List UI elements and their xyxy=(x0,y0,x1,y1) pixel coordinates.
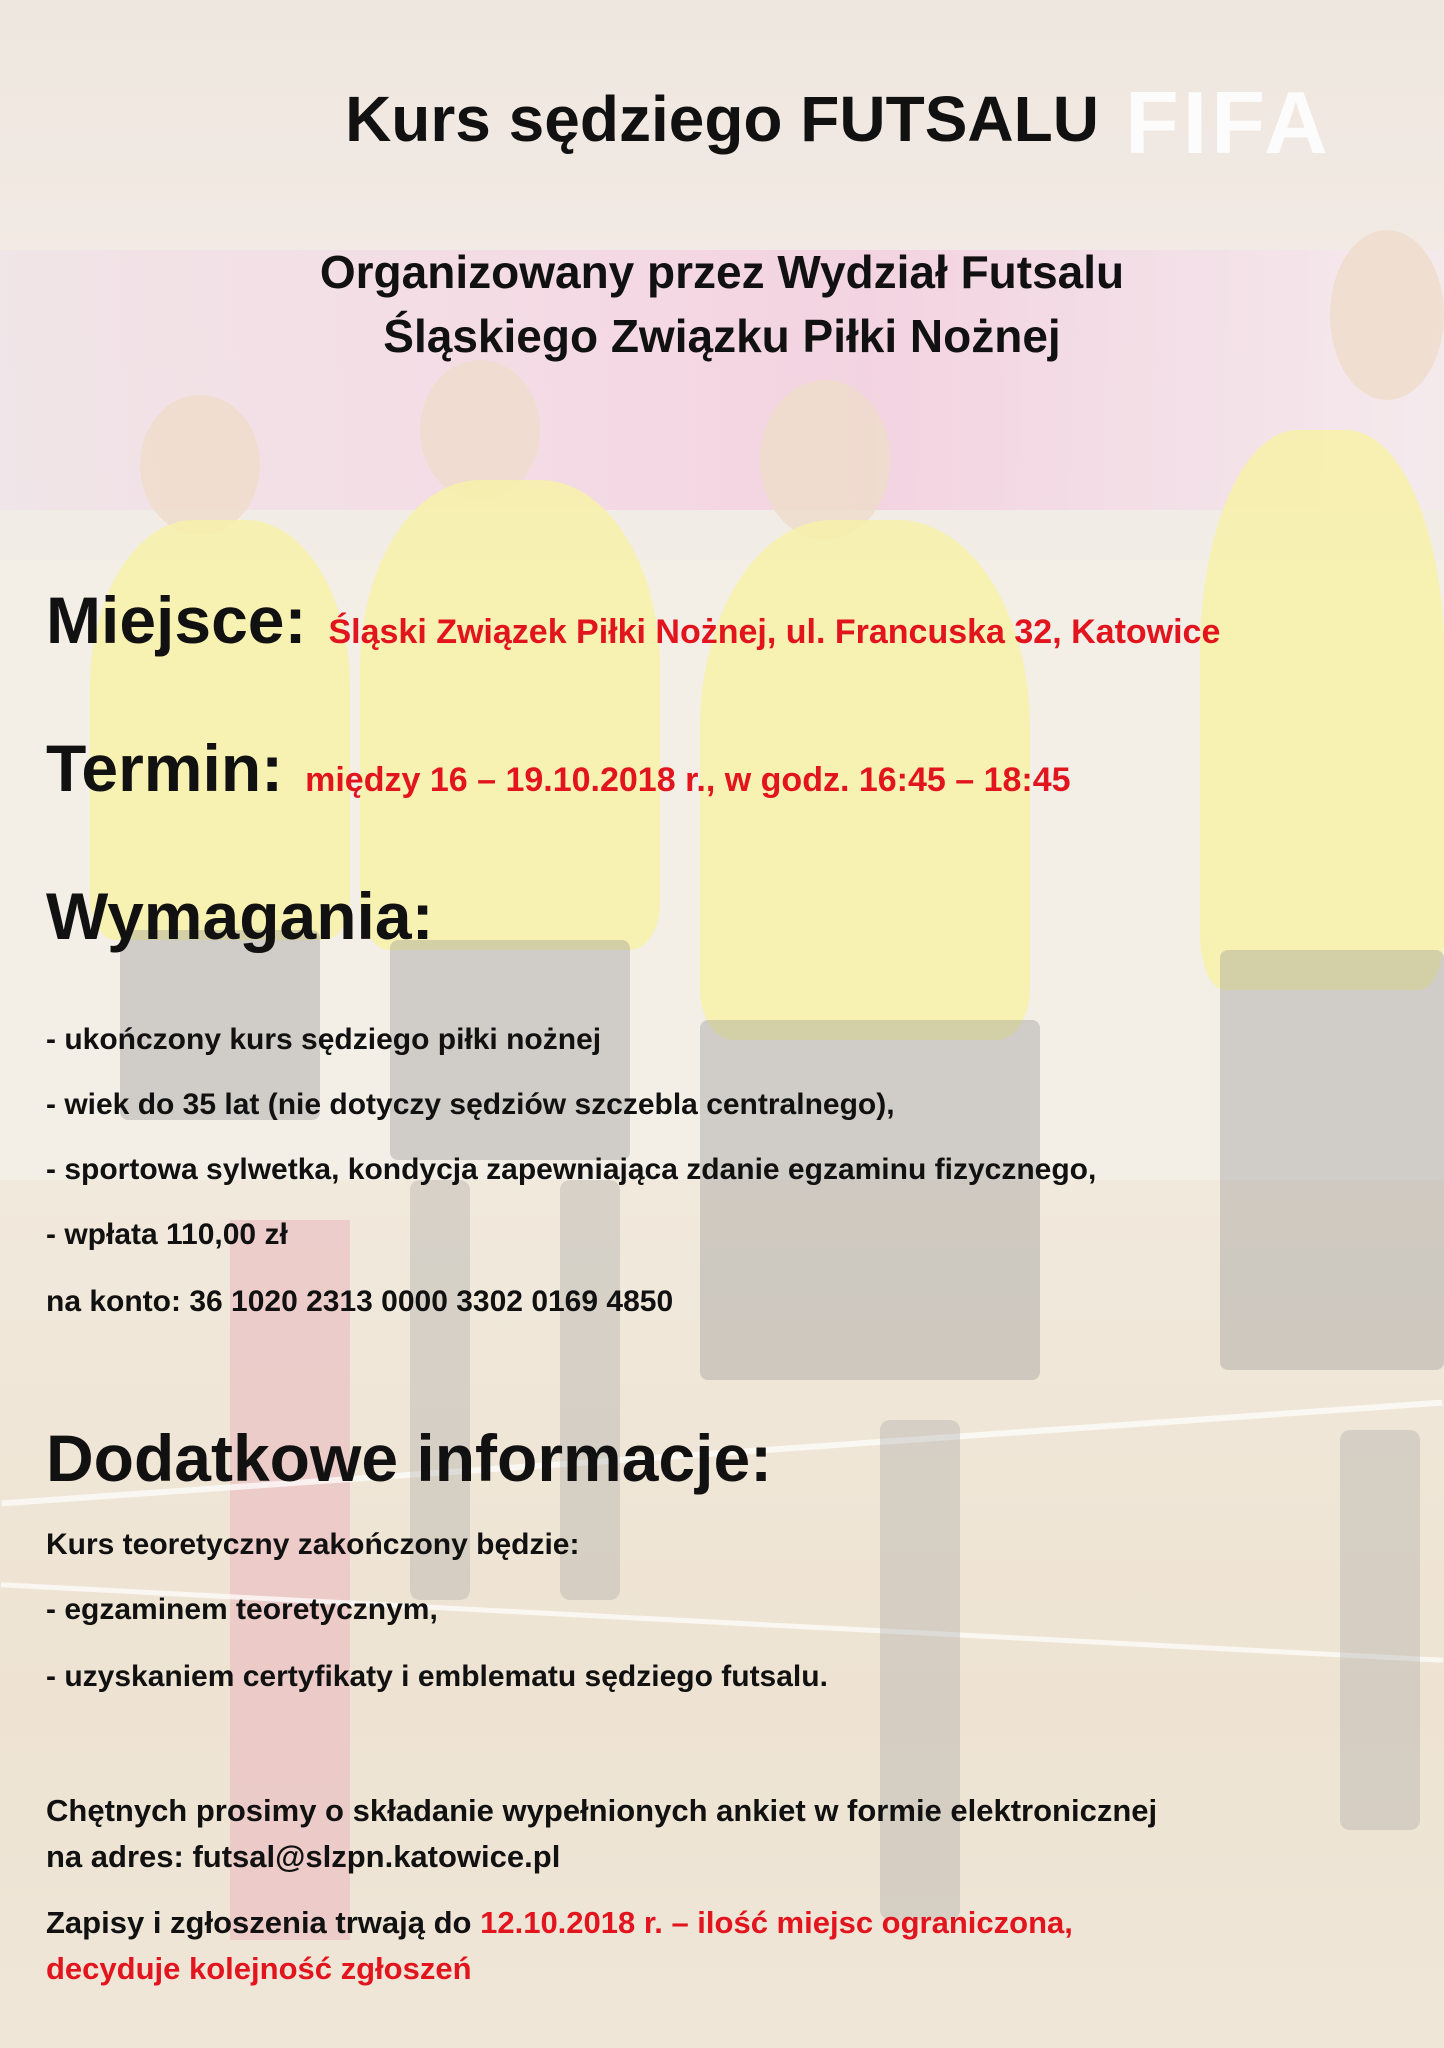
deadline-date: 12.10.2018 r. – ilość miejsc ograniczona, xyxy=(480,1905,1073,1940)
place-value: Śląski Związek Piłki Nożnej, ul. Francuska 32, Katowice xyxy=(328,613,1221,651)
contact-info xyxy=(46,1788,1157,1880)
bank-account: na konto: 36 1020 2313 0000 3302 0169 4850 xyxy=(46,1285,674,1318)
place-label: Miejsce: xyxy=(46,583,307,657)
fifa-watermark: FIFA xyxy=(1125,73,1332,172)
subtitle-line-1: Organizowany przez Wydział Futsalu xyxy=(319,246,1125,298)
requirement-item: - ukończony kurs sędziego piłki nożnej xyxy=(46,1023,602,1056)
additional-heading: Dodatkowe informacje: xyxy=(46,1421,773,1495)
contact-line-1: Chętnych prosimy o składanie wypełnionych ankiet w formie elektronicznej xyxy=(46,1793,1158,1828)
requirement-item: - wpłata 110,00 zł xyxy=(46,1218,288,1251)
requirements-heading: Wymagania: xyxy=(46,879,434,953)
place-row xyxy=(46,582,1220,658)
deadline-order-note: decyduje kolejność zgłoszeń xyxy=(46,1951,472,1986)
requirement-item: - sportowa sylwetka, kondycja zapewniająca zdanie egzaminu fizycznego, xyxy=(46,1153,1097,1186)
additional-item: - egzaminem teoretycznym, xyxy=(46,1593,438,1626)
contact-email-line: na adres: futsal@slzpn.katowice.pl xyxy=(46,1839,561,1874)
date-value: między 16 – 19.10.2018 r., w godz. 16:45 – 18:45 xyxy=(305,761,1071,799)
subtitle xyxy=(0,240,1444,368)
additional-item: Kurs teoretyczny zakończony będzie: xyxy=(46,1528,580,1561)
date-label: Termin: xyxy=(46,731,284,805)
page-title: Kurs sędziego FUTSALU xyxy=(345,83,1099,155)
date-row xyxy=(46,730,1071,806)
subtitle-line-2: Śląskiego Związku Piłki Nożnej xyxy=(383,310,1061,362)
deadline-info xyxy=(46,1900,1073,1992)
requirement-item: - wiek do 35 lat (nie dotyczy sędziów szczebla centralnego), xyxy=(46,1088,895,1121)
additional-item: - uzyskaniem certyfikaty i emblematu sędziego futsalu. xyxy=(46,1660,828,1693)
deadline-prefix: Zapisy i zgłoszenia trwają do xyxy=(46,1905,481,1940)
